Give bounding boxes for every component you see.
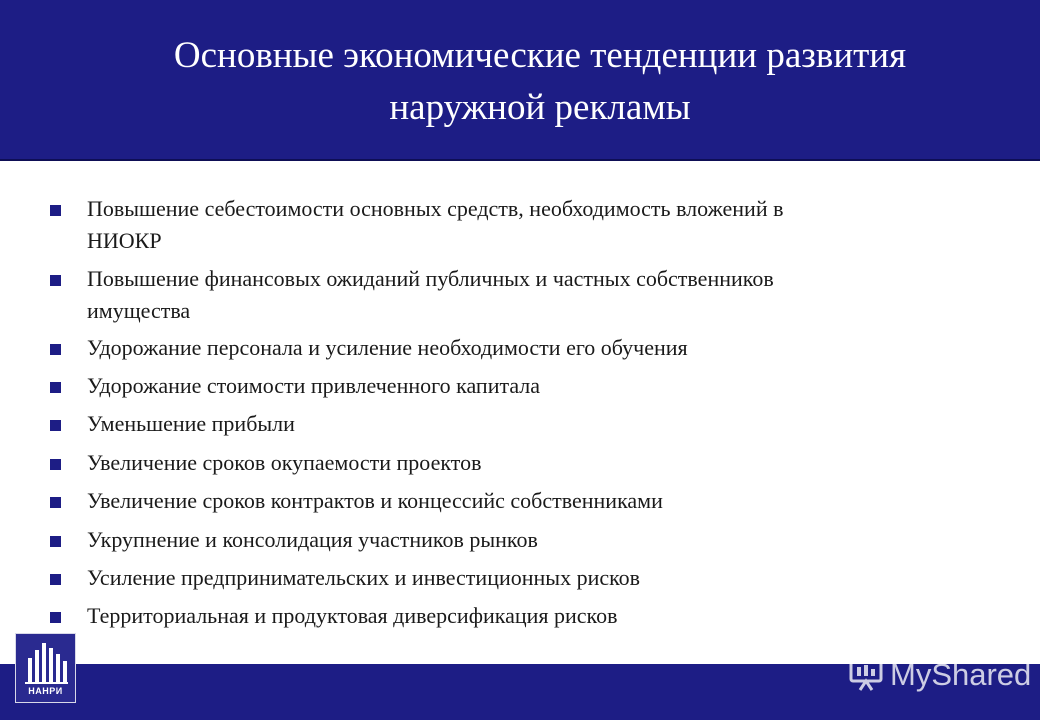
square-bullet-icon [50,459,61,470]
list-item [50,332,950,364]
square-bullet-icon [50,275,61,286]
square-bullet-icon [50,205,61,216]
slide-header [0,0,1040,161]
slide-footer-bar [0,664,1040,720]
list-item-line: Территориальная и продуктовая диверсификация рисков [87,603,618,628]
list-item [50,562,950,594]
list-item [50,447,950,479]
list-item [50,193,950,257]
list-item-line: Усиление предпринимательских и инвестиционных рисков [87,565,641,590]
square-bullet-icon [50,536,61,547]
list-item [50,485,950,517]
list-item [50,408,950,440]
list-item [50,600,950,632]
list-item [50,263,950,327]
square-bullet-icon [50,420,61,431]
presentation-board-icon [848,657,884,693]
logo-label: НАНРИ [28,686,63,696]
nanri-logo [15,633,76,703]
list-item-line: НИОКР [87,228,162,253]
list-item-line: Увеличение сроков окупаемости проектов [87,450,482,475]
title-line-1: Основные экономические тенденции развития [173,35,907,76]
list-item-line: Повышение себестоимости основных средств, необходимость вложений в [87,196,784,221]
list-item-line: Удорожание персонала и усиление необходимости его обучения [87,335,688,360]
square-bullet-icon [50,382,61,393]
list-item-line: Повышение финансовых ожиданий публичных и частных собственников [87,266,774,291]
slide-title [60,30,1020,134]
list-item-line: Укрупнение и консолидация участников рынков [87,527,538,552]
list-item [50,370,950,402]
square-bullet-icon [50,344,61,355]
square-bullet-icon [50,574,61,585]
square-bullet-icon [50,497,61,508]
square-bullet-icon [50,612,61,623]
list-item-line: Удорожание стоимости привлеченного капитала [87,373,541,398]
list-item [50,524,950,556]
watermark-text: MyShared [890,657,1032,692]
list-item-line: Уменьшение прибыли [87,411,295,436]
title-line-2: наружной рекламы [389,87,691,128]
list-item-line: имущества [87,298,191,323]
list-item-line: Увеличение сроков контрактов и концессийс собственниками [87,488,663,513]
